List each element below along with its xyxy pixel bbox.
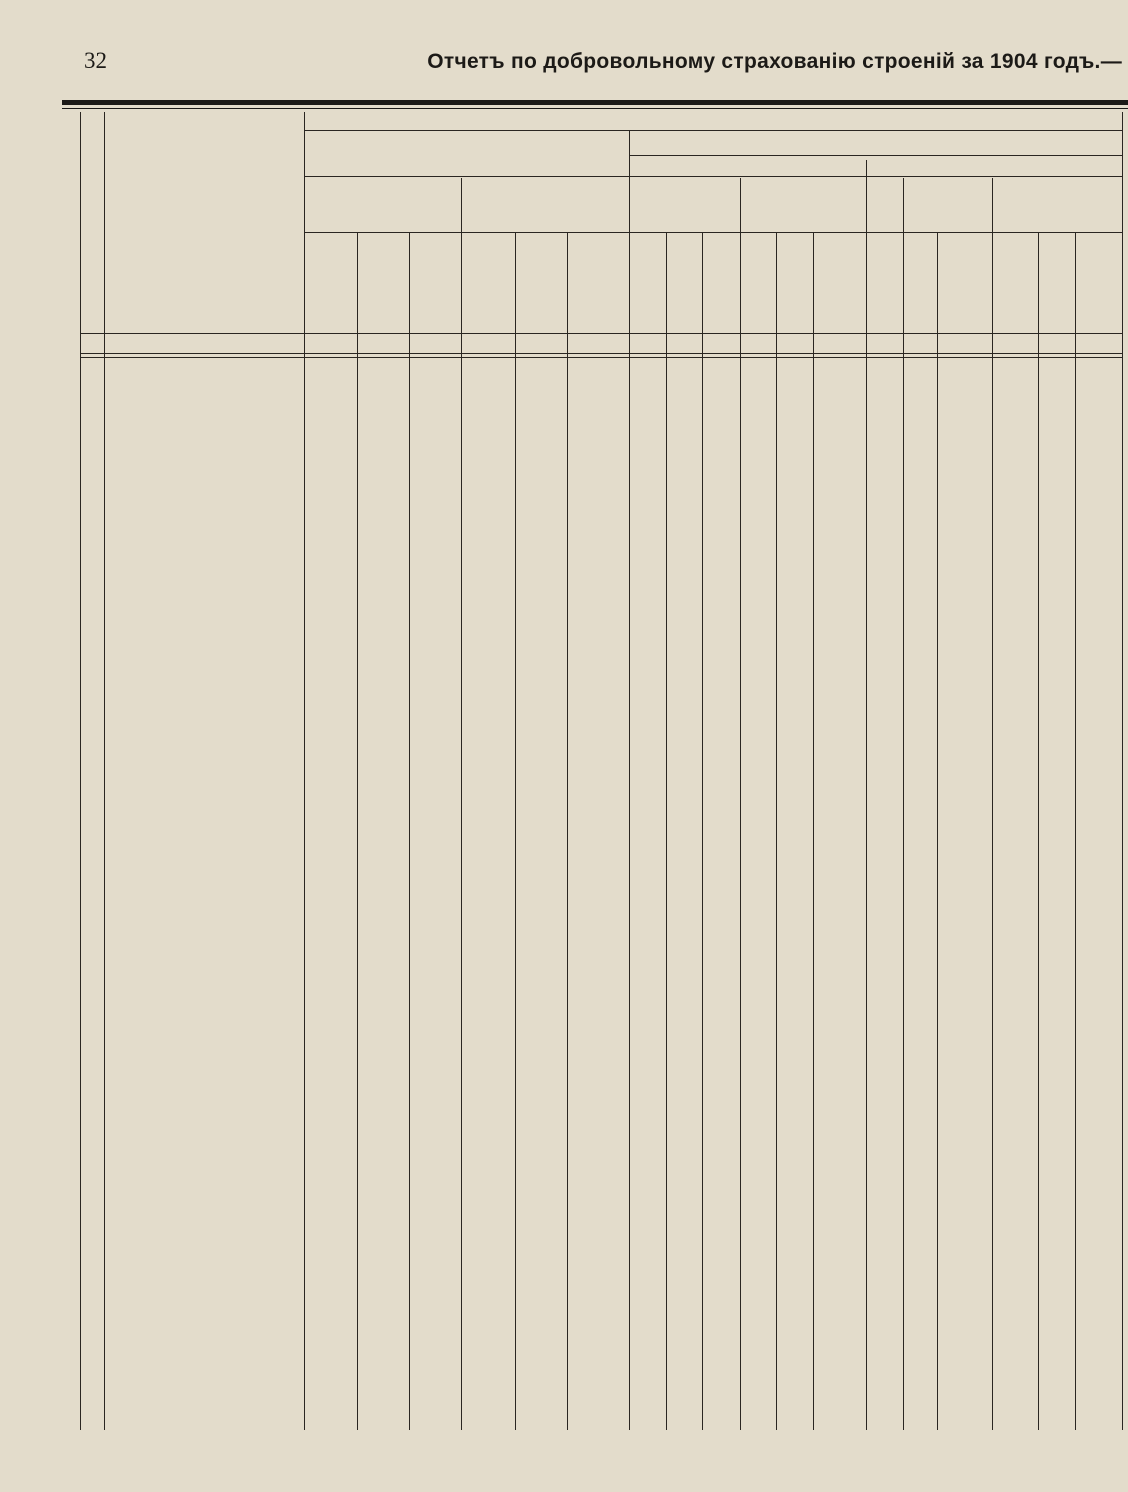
column-header [903,236,937,330]
table-vline [104,112,105,1430]
column-header [666,236,702,330]
table-hline [80,333,1122,334]
page-number: 32 [84,48,107,73]
column-header [1075,236,1122,330]
table-hline [80,357,1122,358]
column-header [992,236,1038,330]
table-vline [937,232,938,1430]
litery-header [80,232,104,328]
table-vline [992,178,993,1430]
table-vline [740,178,741,1430]
table-vline [776,232,777,1430]
column-header [304,236,357,330]
table-vline [1075,232,1076,1430]
table-vline [666,232,667,1430]
column-header [866,236,903,330]
table-hline [629,155,1122,156]
column-header [409,236,461,330]
column-header [461,236,515,330]
table-hline [80,353,1122,354]
table-vline [813,232,814,1430]
column-header [1038,236,1075,330]
table-vline [1122,112,1123,1430]
page-title: Отчетъ по добровольному страхованію строеній за 1904 годъ.— [427,50,1122,73]
column-header [515,236,567,330]
table-vline [409,232,410,1430]
table-vline [357,232,358,1430]
column-header [813,236,866,330]
column-header [702,236,740,330]
table-hline [304,176,1122,177]
column-header [629,236,666,330]
table-hline [304,130,1122,131]
table-vline [461,178,462,1430]
table-vline [515,232,516,1430]
column-header [937,236,992,330]
table-vline [567,232,568,1430]
column-header [740,236,776,330]
column-header [357,236,409,330]
table-vline [702,232,703,1430]
table-hline [304,232,1122,233]
column-header [567,236,629,330]
table-vline [1038,232,1039,1430]
table-vline [866,160,867,180]
table-vline [866,178,867,1430]
column-header [776,236,813,330]
table-vline [903,178,904,1430]
